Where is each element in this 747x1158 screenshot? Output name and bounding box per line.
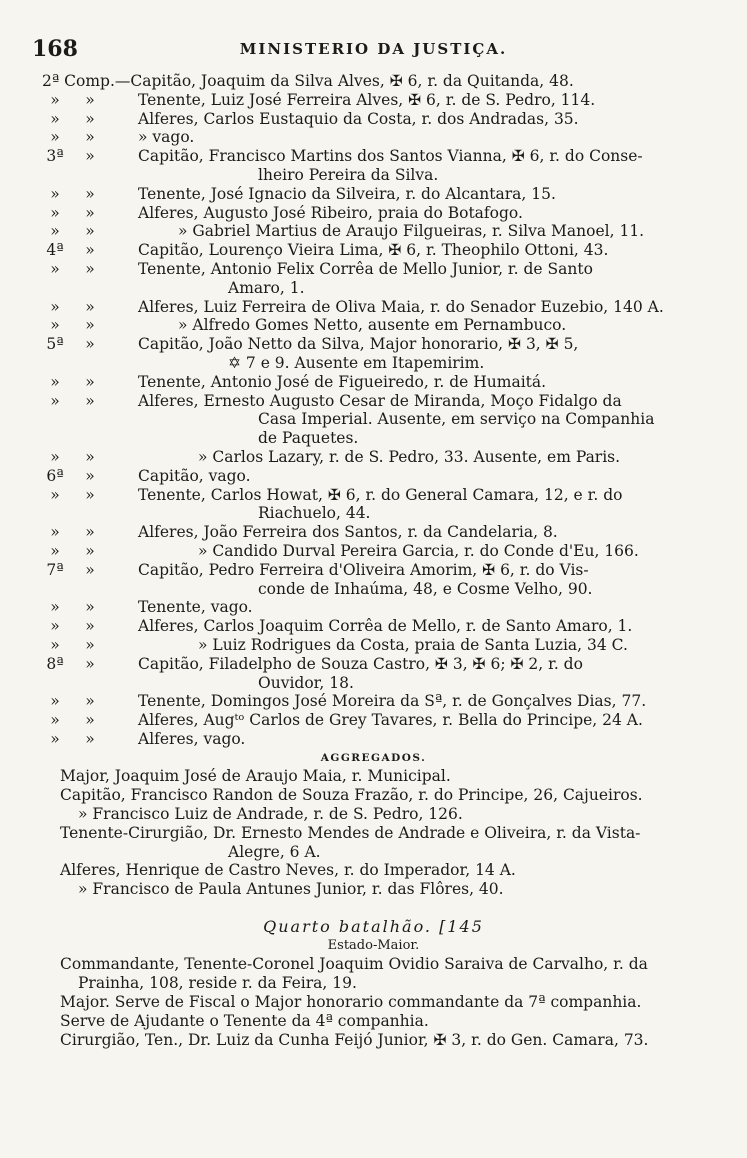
ditto-marker: »: [85, 203, 95, 222]
text-line: [0, 91, 747, 110]
entry-text: Amaro, 1.: [228, 278, 305, 297]
text-line: [0, 72, 747, 91]
ditto-marker: »: [85, 128, 95, 147]
text-line: [0, 298, 747, 317]
entry-text: Cirurgião, Ten., Dr. Luiz da Cunha Feijó Junior, ✠ 3, r. do Gen. Camara, 73.: [60, 1030, 649, 1049]
ditto-marker: »: [85, 729, 95, 748]
entry-text: Tenente, Carlos Howat, ✠ 6, r. do General Camara, 12, e r. do: [138, 485, 623, 504]
company-marker: »: [50, 316, 60, 335]
entry-text: Tenente, Antonio José de Figueiredo, r. de Humaitá.: [138, 372, 547, 391]
text-line: [0, 598, 747, 617]
company-marker: »: [50, 90, 60, 109]
ditto-marker: »: [85, 391, 95, 410]
text-line: [0, 373, 747, 392]
ditto-marker: »: [85, 541, 95, 560]
company-marker: 5ª: [46, 335, 64, 354]
entry-text: Alferes, Carlos Joaquim Corrêa de Mello, r. de Santo Amaro, 1.: [138, 617, 633, 636]
entry-text: Alferes, Ernesto Augusto Cesar de Miranda, Moço Fidalgo da: [138, 391, 622, 410]
text-line: [0, 1031, 747, 1050]
ditto-marker: »: [85, 372, 95, 391]
text-line: [0, 899, 747, 918]
page-number: 168: [32, 36, 78, 62]
text-line: [0, 429, 747, 448]
entry-text: » Candido Durval Pereira Garcia, r. do Conde d'Eu, 166.: [198, 541, 639, 560]
text-line: [0, 128, 747, 147]
ditto-marker: »: [85, 90, 95, 109]
entry-text: Alferes, Carlos Eustaquio da Costa, r. dos Andradas, 35.: [138, 109, 579, 128]
entry-text: Capitão, Francisco Randon de Souza Frazão, r. do Principe, 26, Cajueiros.: [60, 786, 643, 805]
text-line: [0, 467, 747, 486]
ditto-marker: »: [85, 466, 95, 485]
ditto-marker: »: [85, 635, 95, 654]
entry-text: de Paquetes.: [258, 429, 359, 448]
entry-text: Alferes, Henrique de Castro Neves, r. do Imperador, 14 A.: [60, 861, 516, 880]
text-line: [0, 279, 747, 298]
entry-text: Alferes, Augusto José Ribeiro, praia do Botafogo.: [138, 203, 523, 222]
text-line: [0, 147, 747, 166]
text-line: [0, 805, 747, 824]
entry-text: 2ª Comp.—Capitão, Joaquim da Silva Alves, ✠ 6, r. da Quitanda, 48.: [42, 72, 574, 90]
entry-text: Tenente, Antonio Felix Corrêa de Mello Junior, r. de Santo: [138, 259, 593, 278]
text-line: [0, 730, 747, 749]
text-line: [0, 937, 747, 956]
entry-text: Casa Imperial. Ausente, em serviço na Companhia: [258, 410, 655, 429]
ditto-marker: »: [85, 335, 95, 354]
company-marker: »: [50, 692, 60, 711]
company-marker: »: [50, 109, 60, 128]
entry-text: » Luiz Rodrigues da Costa, praia de Santa Luzia, 34 C.: [198, 635, 628, 654]
ditto-marker: »: [85, 241, 95, 260]
text-line: [0, 580, 747, 599]
text-line: [0, 241, 747, 260]
ditto-marker: »: [85, 109, 95, 128]
text-line: [0, 316, 747, 335]
entry-text: conde de Inhaúma, 48, e Cosme Velho, 90.: [258, 579, 593, 598]
text-line: [0, 861, 747, 880]
text-line: [0, 222, 747, 241]
ditto-marker: »: [85, 147, 95, 166]
entry-text: Capitão, Francisco Martins dos Santos Vianna, ✠ 6, r. do Conse-: [138, 147, 643, 166]
page-header: [0, 36, 747, 64]
text-line: [0, 542, 747, 561]
text-line: [0, 674, 747, 693]
text-line: [0, 655, 747, 674]
battalion-heading: Quarto batalhão. [145: [263, 916, 484, 936]
text-line: [0, 617, 747, 636]
company-marker: 4ª: [46, 241, 64, 260]
company-marker: »: [50, 541, 60, 560]
document-body: [0, 72, 747, 1049]
company-marker: »: [50, 297, 60, 316]
text-line: [0, 110, 747, 129]
entry-text: Commandante, Tenente-Coronel Joaquim Ovidio Saraiva de Carvalho, r. da: [60, 955, 648, 974]
entry-text: » Alfredo Gomes Netto, ausente em Pernambuco.: [178, 316, 567, 335]
text-line: [0, 692, 747, 711]
running-title: MINISTERIO DA JUSTIÇA.: [239, 40, 508, 58]
text-line: [0, 504, 747, 523]
text-line: [0, 561, 747, 580]
ditto-marker: »: [85, 598, 95, 617]
entry-text: Capitão, Lourenço Vieira Lima, ✠ 6, r. Theophilo Ottoni, 43.: [138, 241, 609, 260]
entry-text: Tenente, Luiz José Ferreira Alves, ✠ 6, r. de S. Pedro, 114.: [138, 90, 596, 109]
company-marker: »: [50, 729, 60, 748]
text-line: [0, 767, 747, 786]
entry-text: Alferes, João Ferreira dos Santos, r. da Candelaria, 8.: [138, 523, 558, 542]
ditto-marker: »: [85, 447, 95, 466]
text-line: [0, 166, 747, 185]
text-line: [0, 711, 747, 730]
company-marker: »: [50, 259, 60, 278]
company-marker: »: [50, 222, 60, 241]
entry-text: Capitão, Pedro Ferreira d'Oliveira Amorim, ✠ 6, r. do Vis-: [138, 560, 589, 579]
entry-text: » Gabriel Martius de Araujo Filgueiras, r. Silva Manoel, 11.: [178, 222, 645, 241]
text-line: [0, 843, 747, 862]
text-line: [0, 448, 747, 467]
company-marker: 6ª: [46, 466, 64, 485]
text-line: [0, 749, 747, 768]
text-line: [0, 955, 747, 974]
text-line: [0, 786, 747, 805]
text-line: [0, 824, 747, 843]
ditto-marker: »: [85, 297, 95, 316]
company-marker: »: [50, 128, 60, 147]
entry-text: lheiro Pereira da Silva.: [258, 165, 439, 184]
ditto-marker: »: [85, 523, 95, 542]
company-marker: »: [50, 617, 60, 636]
entry-text: » Carlos Lazary, r. de S. Pedro, 33. Ausente, em Paris.: [198, 447, 621, 466]
entry-text: » vago.: [138, 128, 195, 147]
text-line: [0, 880, 747, 899]
entry-text: Prainha, 108, reside r. da Feira, 19.: [78, 974, 357, 993]
ditto-marker: »: [85, 692, 95, 711]
company-marker: »: [50, 184, 60, 203]
entry-text: Riachuelo, 44.: [258, 504, 371, 523]
entry-text: Major. Serve de Fiscal o Major honorario commandante da 7ª companhia.: [60, 993, 642, 1012]
text-line: [0, 993, 747, 1012]
text-line: [0, 204, 747, 223]
entry-text: ✡ 7 e 9. Ausente em Itapemirim.: [228, 353, 485, 372]
company-marker: »: [50, 635, 60, 654]
company-marker: 7ª: [46, 560, 64, 579]
ditto-marker: »: [85, 184, 95, 203]
entry-text: » Francisco Luiz de Andrade, r. de S. Pedro, 126.: [78, 805, 463, 824]
entry-text: Alegre, 6 A.: [228, 842, 321, 861]
text-line: [0, 918, 747, 937]
company-marker: »: [50, 485, 60, 504]
text-line: [0, 410, 747, 429]
text-line: [0, 636, 747, 655]
entry-text: Tenente-Cirurgião, Dr. Ernesto Mendes de Andrade e Oliveira, r. da Vista-: [60, 823, 641, 842]
company-marker: »: [50, 372, 60, 391]
company-marker: »: [50, 523, 60, 542]
entry-text: Major, Joaquim José de Araujo Maia, r. Municipal.: [60, 767, 451, 786]
entry-text: Serve de Ajudante o Tenente da 4ª companhia.: [60, 1011, 429, 1030]
text-line: [0, 260, 747, 279]
entry-text: Alferes, Luiz Ferreira de Oliva Maia, r. do Senador Euzebio, 140 A.: [138, 297, 664, 316]
text-line: [0, 1012, 747, 1031]
ditto-marker: »: [85, 711, 95, 730]
entry-text: » Francisco de Paula Antunes Junior, r. das Flôres, 40.: [78, 880, 504, 899]
company-marker: 3ª: [46, 147, 64, 166]
entry-text: Ouvidor, 18.: [258, 673, 354, 692]
entry-text: Alferes, vago.: [138, 729, 246, 748]
text-line: [0, 486, 747, 505]
entry-text: Tenente, Domingos José Moreira da Sª, r. de Gonçalves Dias, 77.: [138, 692, 647, 711]
text-line: [0, 185, 747, 204]
company-marker: »: [50, 711, 60, 730]
ditto-marker: »: [85, 259, 95, 278]
ditto-marker: »: [85, 560, 95, 579]
company-marker: 8ª: [46, 654, 64, 673]
ditto-marker: »: [85, 222, 95, 241]
text-line: [0, 392, 747, 411]
ditto-marker: »: [85, 617, 95, 636]
text-line: [0, 335, 747, 354]
company-marker: »: [50, 598, 60, 617]
company-marker: »: [50, 203, 60, 222]
company-marker: »: [50, 391, 60, 410]
text-line: [0, 523, 747, 542]
company-marker: »: [50, 447, 60, 466]
entry-text: Alferes, Augᵗᵒ Carlos de Grey Tavares, r. Bella do Principe, 24 A.: [138, 711, 643, 730]
text-line: [0, 974, 747, 993]
ditto-marker: »: [85, 316, 95, 335]
ditto-marker: »: [85, 485, 95, 504]
section-heading: AGGREGADOS.: [320, 751, 427, 764]
entry-text: Tenente, vago.: [138, 598, 253, 617]
entry-text: Capitão, Filadelpho de Souza Castro, ✠ 3, ✠ 6; ✠ 2, r. do: [138, 654, 583, 673]
text-line: [0, 354, 747, 373]
subsection-heading: Estado-Maior.: [327, 937, 420, 953]
entry-text: Capitão, João Netto da Silva, Major honorario, ✠ 3, ✠ 5,: [138, 335, 579, 354]
ditto-marker: »: [85, 654, 95, 673]
entry-text: Capitão, vago.: [138, 466, 251, 485]
entry-text: Tenente, José Ignacio da Silveira, r. do Alcantara, 15.: [138, 184, 556, 203]
